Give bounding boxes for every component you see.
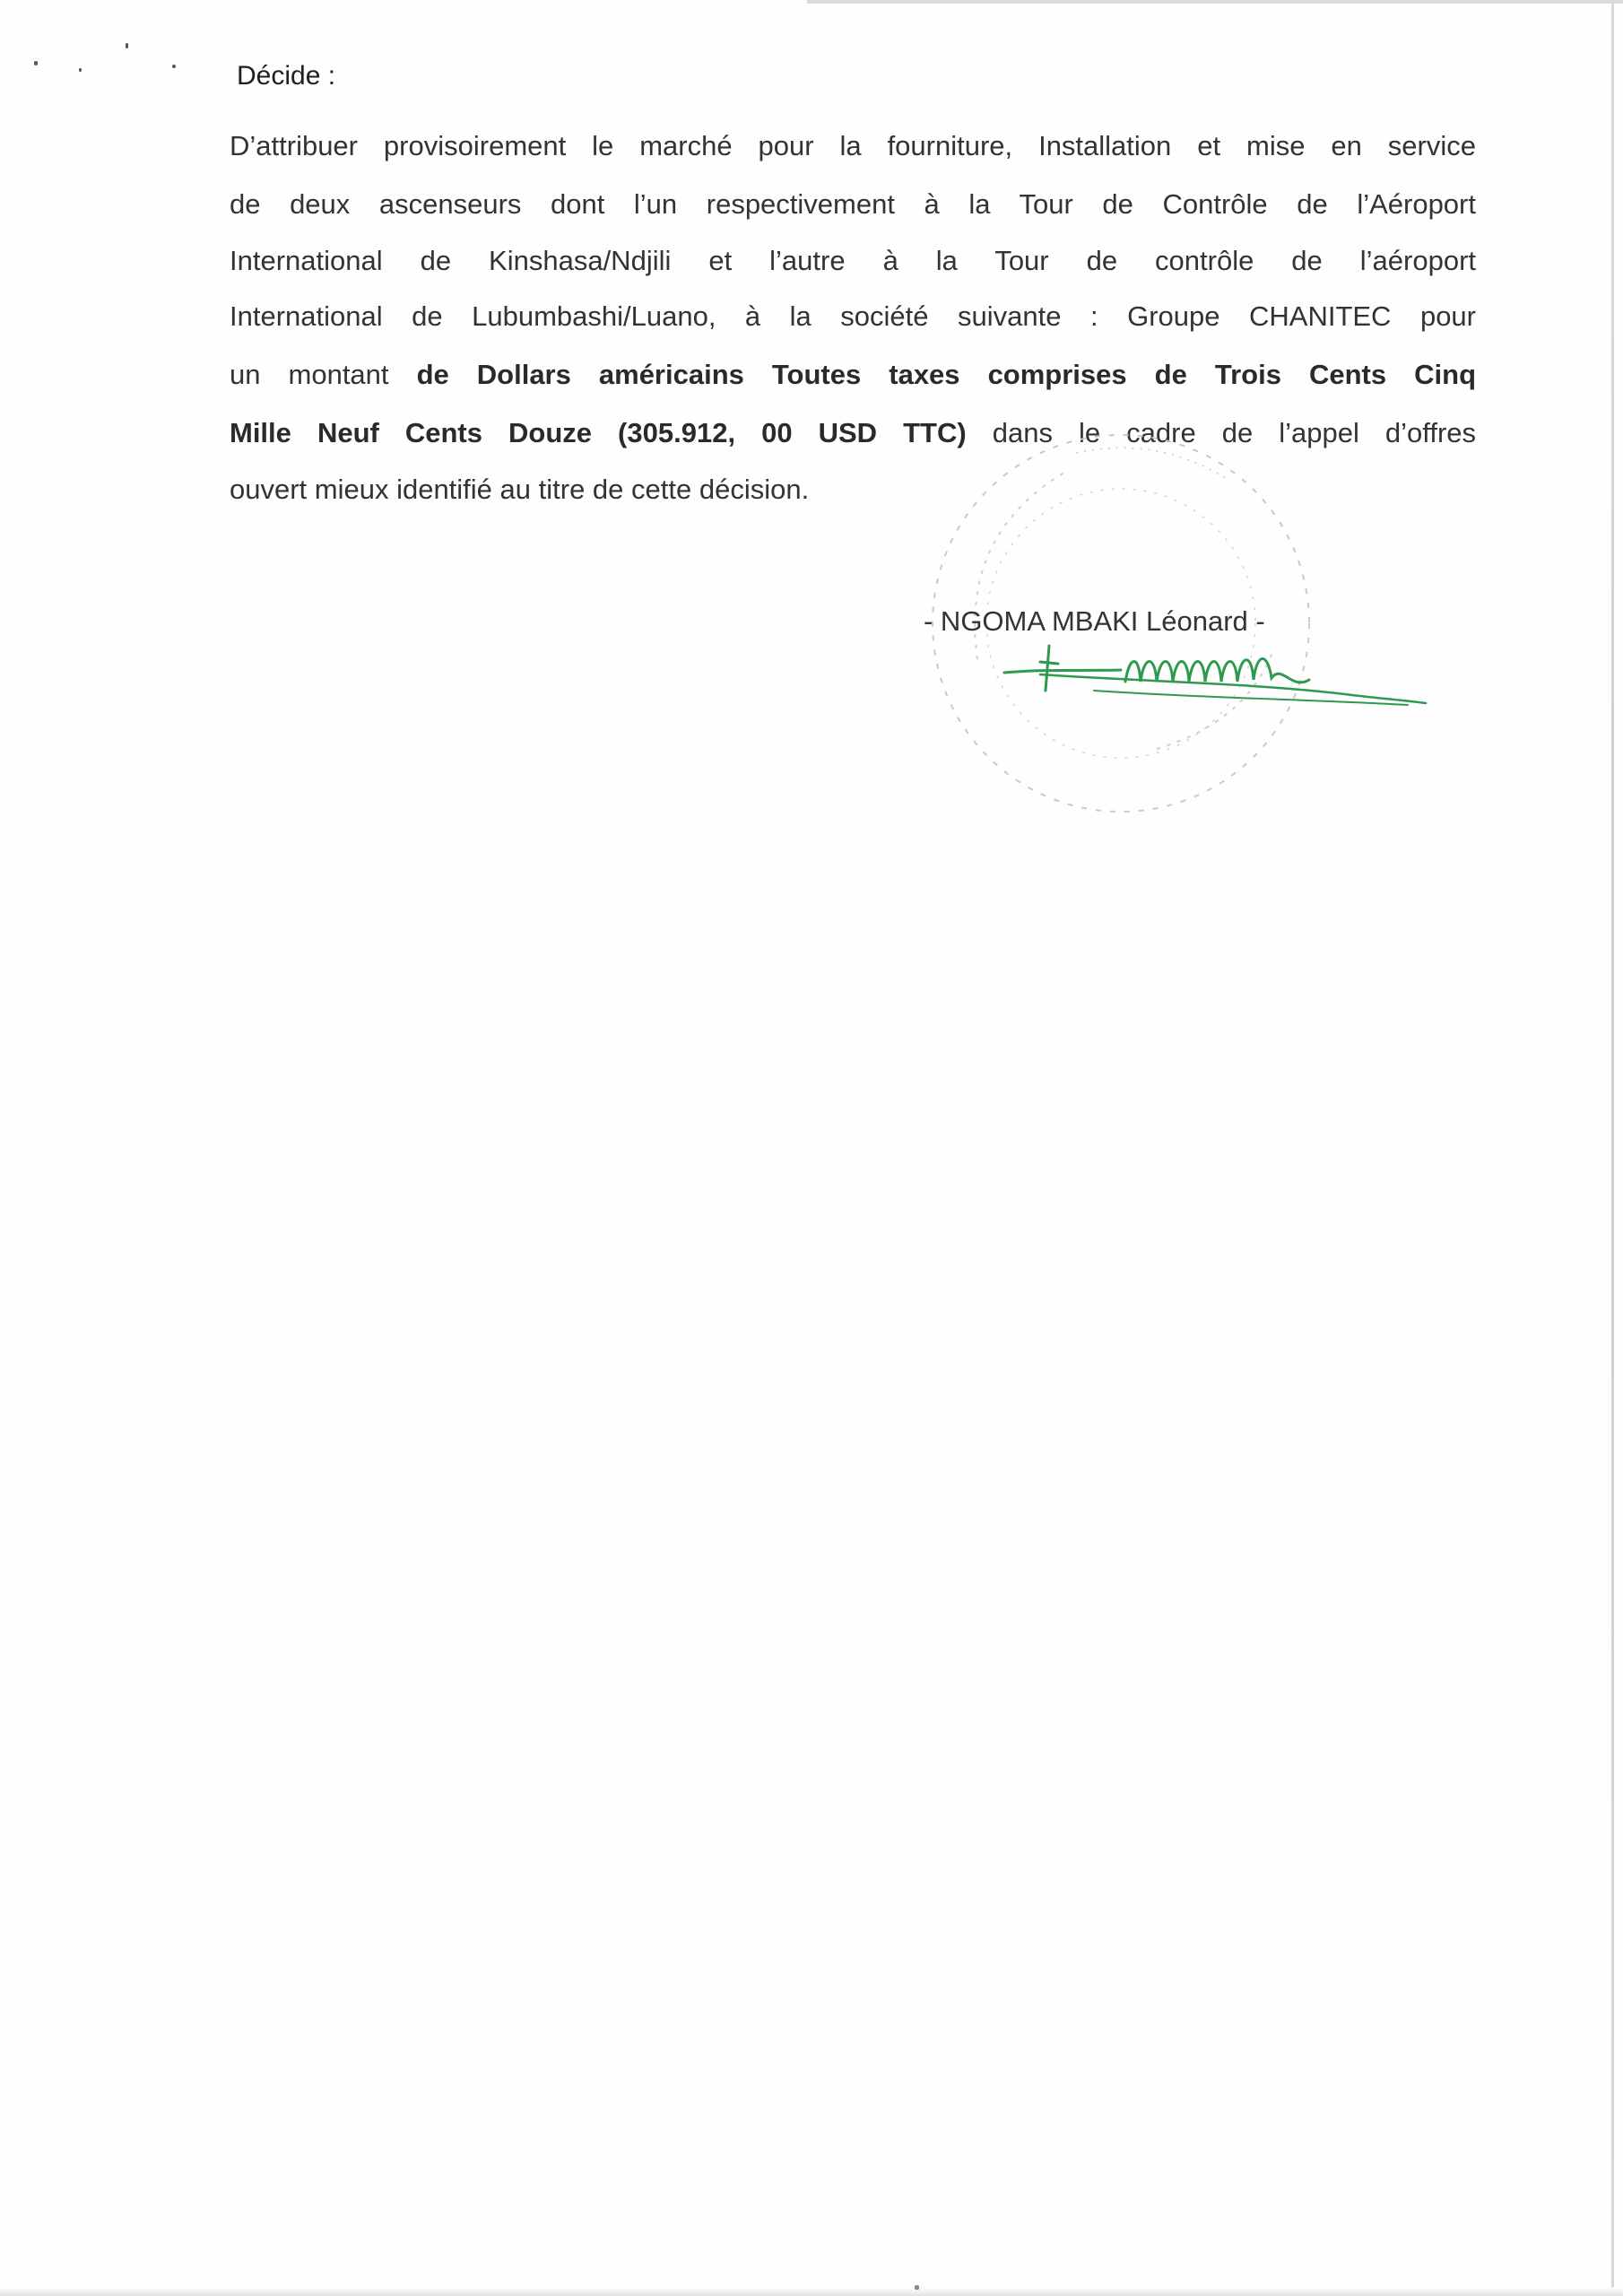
scan-edge-right	[1611, 0, 1614, 2296]
handwritten-signature	[986, 628, 1435, 726]
scan-edge-bottom	[0, 2287, 1623, 2296]
amount-text: de Dollars américains Toutes taxes comprises de Trois Cents Cinq	[416, 359, 1477, 390]
scan-speck	[79, 68, 82, 72]
scan-speck	[34, 61, 38, 65]
paragraph-line: ouvert mieux identifié au titre de cette décision.	[230, 474, 810, 505]
paragraph-line-amount	[230, 357, 1476, 393]
paragraph-line: de deux ascenseurs dont l’un respectivement à la Tour de Contrôle de l’Aéroport	[230, 188, 1476, 220]
scan-speck	[915, 2285, 919, 2290]
signatory-name: - NGOMA MBAKI Léonard -	[924, 605, 1265, 637]
paragraph-line: International de Lubumbashi/Luano, à la société suivante : Groupe CHANITEC pour	[230, 300, 1476, 332]
paragraph-line: International de Kinshasa/Ndjili et l’autre à la Tour de contrôle de l’aéroport	[230, 245, 1476, 276]
decision-heading: Décide :	[237, 61, 336, 91]
paragraph-line: D’attribuer provisoirement le marché pour la fourniture, Installation et mise en service	[230, 130, 1476, 161]
amount-prefix: un montant	[230, 359, 417, 390]
amount-figure: Mille Neuf Cents Douze (305.912, 00 USD TTC)	[230, 417, 967, 448]
scan-speck	[126, 43, 128, 48]
amount-suffix: dans le cadre de l’appel d’offres	[966, 417, 1477, 448]
scan-edge-top	[807, 0, 1623, 4]
scan-speck	[172, 65, 176, 68]
